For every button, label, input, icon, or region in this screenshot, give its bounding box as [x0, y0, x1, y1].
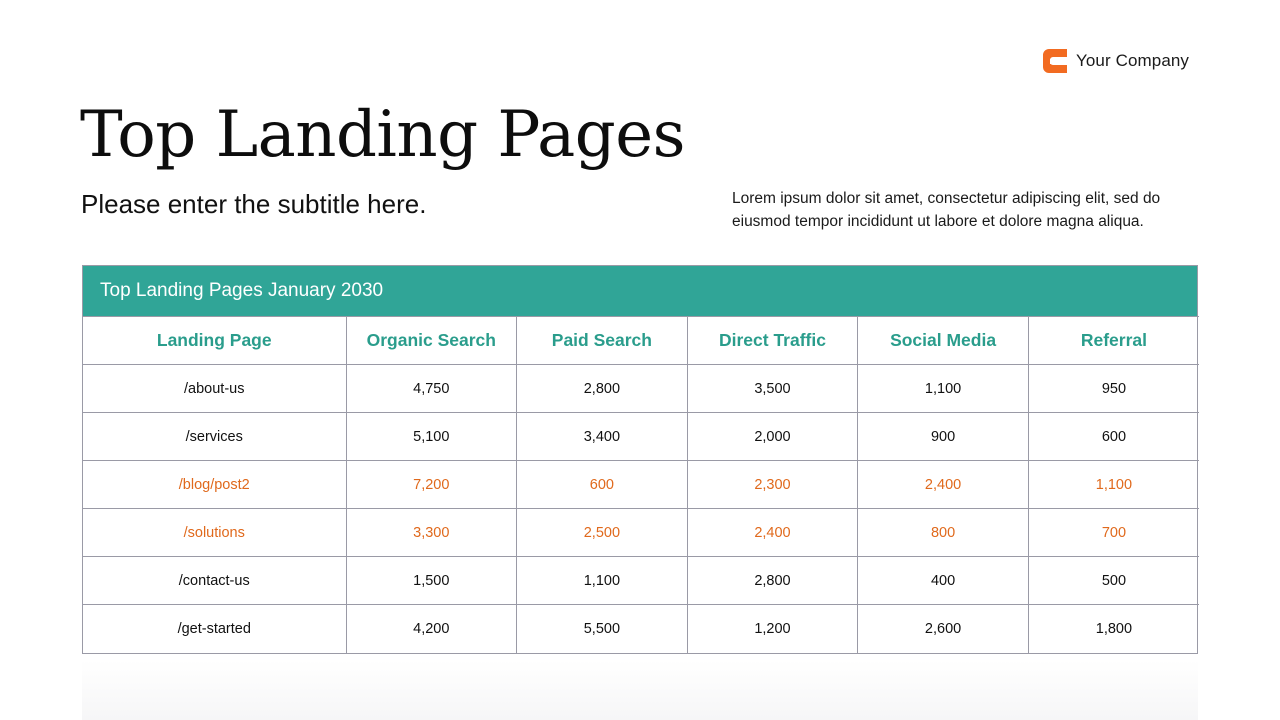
table-cell: 800 — [858, 509, 1029, 557]
table-cell: 700 — [1028, 509, 1199, 557]
table-row — [83, 557, 1199, 605]
table-row-highlighted — [83, 461, 1199, 509]
table-cell: 2,300 — [687, 461, 858, 509]
table-cell: 1,500 — [346, 557, 517, 605]
column-header-paid-search: Paid Search — [517, 317, 688, 365]
table-cell: 500 — [1028, 557, 1199, 605]
page-description: Lorem ipsum dolor sit amet, consectetur adipiscing elit, sed do eiusmod tempor incididunt ut labore et dolore magna aliqua. — [732, 190, 1161, 230]
table-cell: 3,400 — [517, 413, 688, 461]
table-cell: 950 — [1028, 365, 1199, 413]
column-header-referral: Referral — [1028, 317, 1199, 365]
landing-pages-table — [82, 265, 1198, 654]
table-cell: 4,750 — [346, 365, 517, 413]
table-row — [83, 365, 1199, 413]
table-cell: /services — [83, 413, 346, 461]
table-cell: 2,400 — [858, 461, 1029, 509]
table-row — [83, 605, 1199, 653]
table-cell: 2,600 — [858, 605, 1029, 653]
page-title: Top Landing Pages — [80, 98, 685, 172]
table-cell: /blog/post2 — [83, 461, 346, 509]
table-cell: /get-started — [83, 605, 346, 653]
column-header-social-media: Social Media — [858, 317, 1029, 365]
column-header-landing-page: Landing Page — [83, 317, 346, 365]
company-logo-icon — [1042, 48, 1068, 74]
table-cell: 7,200 — [346, 461, 517, 509]
company-logo — [1042, 48, 1189, 74]
table-cell: 3,500 — [687, 365, 858, 413]
table-cell: 600 — [1028, 413, 1199, 461]
company-name: Your Company — [1076, 51, 1190, 70]
data-table — [83, 316, 1199, 653]
table-cell: /about-us — [83, 365, 346, 413]
table-cell: 1,100 — [1028, 461, 1199, 509]
table-cell: 5,100 — [346, 413, 517, 461]
column-header-organic-search: Organic Search — [346, 317, 517, 365]
table-cell: 2,400 — [687, 509, 858, 557]
table-cell: 1,200 — [687, 605, 858, 653]
table-body — [83, 365, 1199, 653]
table-banner: Top Landing Pages January 2030 — [83, 266, 1197, 316]
table-row — [83, 413, 1199, 461]
table-cell: /solutions — [83, 509, 346, 557]
table-cell: 2,500 — [517, 509, 688, 557]
table-cell: 4,200 — [346, 605, 517, 653]
table-cell: 2,800 — [687, 557, 858, 605]
table-row-highlighted — [83, 509, 1199, 557]
column-header-direct-traffic: Direct Traffic — [687, 317, 858, 365]
table-cell: 900 — [858, 413, 1029, 461]
table-cell: 2,800 — [517, 365, 688, 413]
table-cell: 2,000 — [687, 413, 858, 461]
table-cell: 600 — [517, 461, 688, 509]
table-cell: 1,100 — [858, 365, 1029, 413]
table-cell: 1,800 — [1028, 605, 1199, 653]
table-cell: 400 — [858, 557, 1029, 605]
footer-band — [82, 660, 1198, 720]
table-cell: 5,500 — [517, 605, 688, 653]
table-cell: /contact-us — [83, 557, 346, 605]
table-cell: 1,100 — [517, 557, 688, 605]
table-header-row — [83, 317, 1199, 365]
table-cell: 3,300 — [346, 509, 517, 557]
page-subtitle: Please enter the subtitle here. — [81, 189, 427, 219]
